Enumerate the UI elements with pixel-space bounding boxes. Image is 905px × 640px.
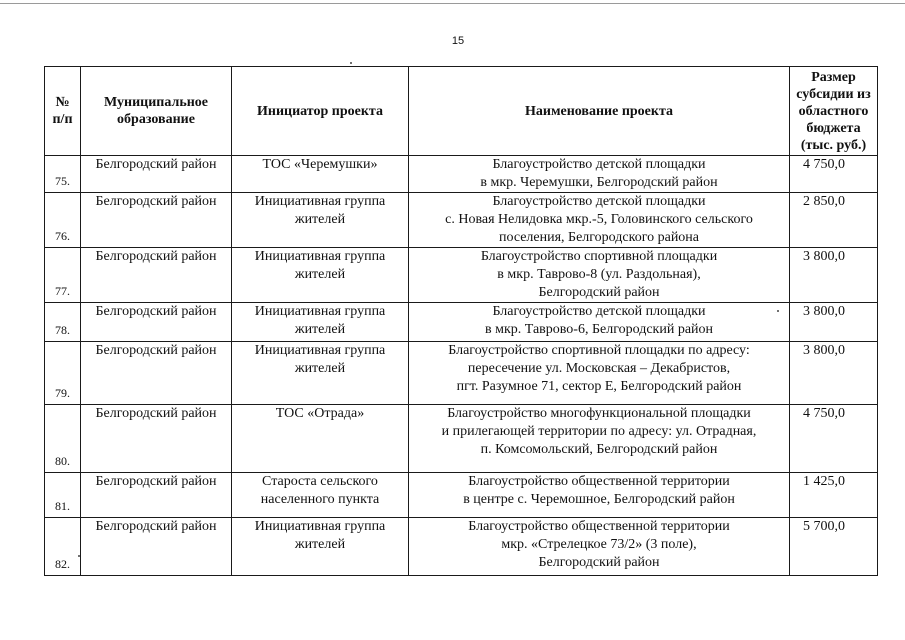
initiator-cell bbox=[232, 193, 409, 248]
initiator-line: Инициативная группа bbox=[254, 249, 386, 264]
initiator-cell bbox=[232, 473, 409, 518]
row-number: 79. bbox=[45, 342, 81, 405]
project-line: поселения, Белгородского района bbox=[498, 230, 700, 245]
project-line: п. Комсомольский, Белгородский район bbox=[480, 442, 718, 457]
row-number: 80. bbox=[45, 405, 81, 473]
initiator-line: ТОС «Отрада» bbox=[275, 406, 365, 421]
municipality-cell: Белгородский район bbox=[81, 473, 232, 518]
page-number: 15 bbox=[451, 35, 465, 47]
municipality-cell: Белгородский район bbox=[81, 303, 232, 342]
project-line: пгт. Разумное 71, сектор Е, Белгородский район bbox=[456, 379, 742, 394]
initiator-cell bbox=[232, 405, 409, 473]
project-line: пересечение ул. Московская – Декабристов, bbox=[467, 361, 731, 376]
table-row bbox=[45, 342, 878, 405]
project-line: Благоустройство детской площадки bbox=[492, 194, 706, 209]
municipality-cell: Белгородский район bbox=[81, 342, 232, 405]
project-cell bbox=[409, 518, 790, 576]
project-cell bbox=[409, 248, 790, 303]
project-line: в мкр. Таврово-8 (ул. Раздольная), bbox=[497, 267, 701, 282]
initiator-line: Инициативная группа bbox=[254, 194, 386, 209]
amount-cell: 3 800,0 bbox=[790, 248, 878, 303]
initiator-cell bbox=[232, 248, 409, 303]
project-line: в мкр. Таврово-6, Белгородский район bbox=[484, 322, 714, 337]
header-line: п/п bbox=[52, 112, 73, 127]
header-line: Муниципальное bbox=[103, 95, 209, 110]
project-cell bbox=[409, 473, 790, 518]
header-initiator bbox=[232, 67, 409, 156]
header-line: № bbox=[55, 95, 70, 110]
header-line: (тыс. руб.) bbox=[800, 137, 867, 153]
amount-cell: 5 700,0 bbox=[790, 518, 878, 576]
row-number: 75. bbox=[45, 156, 81, 193]
project-cell bbox=[409, 342, 790, 405]
header-municipality bbox=[81, 67, 232, 156]
amount-cell: 3 800,0 bbox=[790, 342, 878, 405]
initiator-line: жителей bbox=[294, 361, 346, 376]
initiator-line: ТОС «Черемушки» bbox=[262, 157, 378, 172]
initiator-cell bbox=[232, 518, 409, 576]
top-scan-edge-line bbox=[0, 3, 905, 4]
project-line: Благоустройство общественной территории bbox=[468, 519, 730, 534]
table-row bbox=[45, 193, 878, 248]
project-cell bbox=[409, 193, 790, 248]
project-line: мкр. «Стрелецкое 73/2» (3 поле), bbox=[501, 537, 697, 552]
initiator-line: Инициативная группа bbox=[254, 519, 386, 534]
table-row bbox=[45, 248, 878, 303]
projects-table bbox=[44, 66, 878, 576]
project-cell bbox=[409, 405, 790, 473]
header-num bbox=[45, 67, 81, 156]
project-line: Благоустройство многофункциональной площадки bbox=[447, 406, 751, 421]
initiator-line: жителей bbox=[294, 537, 346, 552]
initiator-line: жителей bbox=[294, 322, 346, 337]
municipality-cell: Белгородский район bbox=[81, 405, 232, 473]
amount-cell: 4 750,0 bbox=[790, 405, 878, 473]
amount-cell: 3 800,0 bbox=[790, 303, 878, 342]
project-line: с. Новая Нелидовка мкр.-5, Головинского сельского bbox=[445, 212, 753, 227]
project-cell bbox=[409, 156, 790, 193]
header-line: Инициатор проекта bbox=[257, 103, 383, 119]
project-line: Белгородский район bbox=[538, 285, 660, 300]
row-number: 77. bbox=[45, 248, 81, 303]
municipality-cell: Белгородский район bbox=[81, 518, 232, 576]
initiator-line: населенного пункта bbox=[260, 492, 380, 507]
municipality-cell: Белгородский район bbox=[81, 156, 232, 193]
initiator-line: жителей bbox=[294, 267, 346, 282]
table-row bbox=[45, 405, 878, 473]
initiator-cell bbox=[232, 342, 409, 405]
project-line: в мкр. Черемушки, Белгородский район bbox=[480, 175, 718, 190]
project-line: Благоустройство общественной территории bbox=[468, 474, 730, 489]
header-row bbox=[45, 67, 878, 156]
amount-cell: 4 750,0 bbox=[790, 156, 878, 193]
header-line: субсидии из bbox=[796, 86, 871, 102]
table-row bbox=[45, 473, 878, 518]
scan-speck bbox=[350, 62, 352, 64]
amount-cell: 2 850,0 bbox=[790, 193, 878, 248]
row-number: 82. bbox=[45, 518, 81, 576]
initiator-cell bbox=[232, 156, 409, 193]
header-line: Размер bbox=[811, 69, 856, 85]
table-row bbox=[45, 156, 878, 193]
project-line: Благоустройство детской площадки bbox=[492, 157, 706, 172]
header-line: бюджета bbox=[806, 120, 861, 136]
header-line: Наименование проекта bbox=[524, 103, 673, 119]
project-line: Благоустройство спортивной площадки по адресу: bbox=[448, 343, 750, 358]
table-row bbox=[45, 518, 878, 576]
amount-cell: 1 425,0 bbox=[790, 473, 878, 518]
initiator-cell bbox=[232, 303, 409, 342]
header-subsidy bbox=[790, 67, 878, 156]
header-project bbox=[409, 67, 790, 156]
initiator-line: жителей bbox=[294, 212, 346, 227]
project-line: и прилегающей территории по адресу: ул. Отрадная, bbox=[441, 424, 757, 439]
row-number: 81. bbox=[45, 473, 81, 518]
header-line: областного bbox=[798, 103, 869, 119]
table-row bbox=[45, 303, 878, 342]
header-line: образование bbox=[117, 112, 195, 127]
municipality-cell: Белгородский район bbox=[81, 248, 232, 303]
initiator-line: Староста сельского bbox=[262, 474, 378, 489]
project-line: Благоустройство детской площадки bbox=[492, 304, 706, 319]
project-line: в центре с. Черемошное, Белгородский район bbox=[463, 492, 735, 507]
initiator-line: Инициативная группа bbox=[254, 304, 386, 319]
initiator-line: Инициативная группа bbox=[254, 343, 386, 358]
project-line: Благоустройство спортивной площадки bbox=[480, 249, 718, 264]
municipality-cell: Белгородский район bbox=[81, 193, 232, 248]
project-cell bbox=[409, 303, 790, 342]
row-number: 76. bbox=[45, 193, 81, 248]
row-number: 78. bbox=[45, 303, 81, 342]
project-line: Белгородский район bbox=[538, 555, 660, 570]
